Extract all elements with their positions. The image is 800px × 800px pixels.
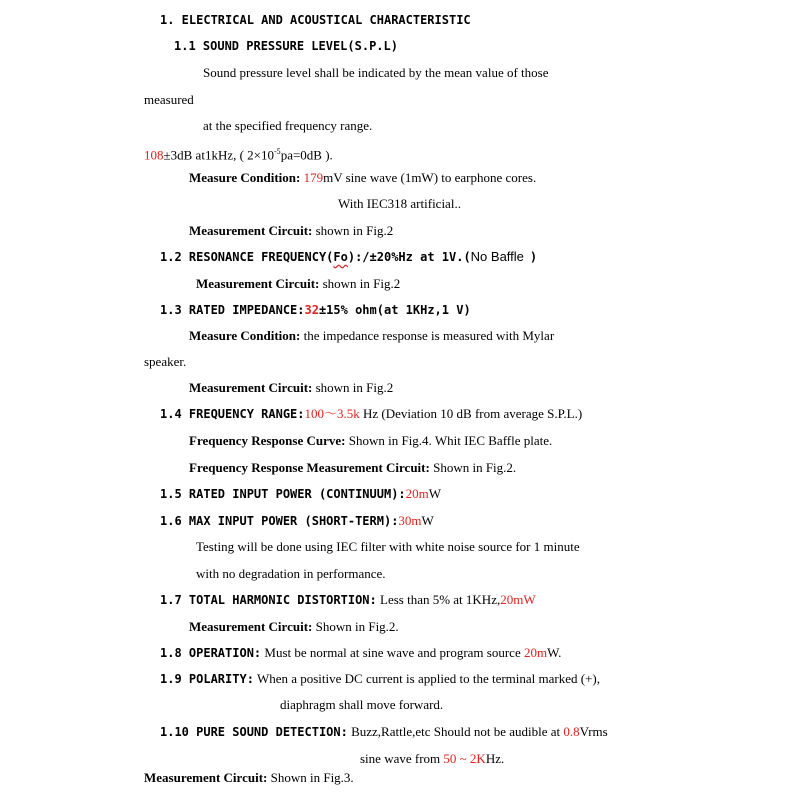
impedance-measure-line1: the impedance response is measured with Mylar	[303, 328, 555, 343]
polarity-heading: 1.9 POLARITY:	[160, 672, 254, 686]
impedance-value: 32	[304, 303, 319, 317]
frequency-curve-label: Frequency Response Curve:	[189, 433, 346, 448]
max-power-heading: 1.6 MAX INPUT POWER (SHORT-TERM):	[160, 514, 399, 528]
spl-measure-value: 179	[303, 170, 324, 185]
impedance-measure-label: Measure Condition:	[189, 328, 301, 343]
spl-measure-line	[189, 170, 536, 186]
spl-value: 108	[144, 147, 164, 163]
spl-value-rest-a: ±3dB at1kHz, ( 2×10	[163, 147, 275, 163]
thd-value: 20mW	[500, 592, 536, 607]
thd-line	[160, 592, 536, 608]
pure-sound-heading: 1.10 PURE SOUND DETECTION:	[160, 725, 348, 739]
pure-sound-line2-b: Hz.	[485, 751, 505, 766]
resonance-fo: Fo	[333, 250, 348, 264]
spl-desc-line1: Sound pressure level shall be indicated by the mean value of those	[203, 65, 549, 80]
spl-artificial: With IEC318 artificial..	[338, 196, 461, 211]
frequency-circuit-line	[189, 460, 516, 476]
frequency-range-value: 100～3.5k	[304, 406, 360, 421]
impedance-circuit-label: Measurement Circuit:	[189, 380, 313, 395]
spl-value-sup: -5	[274, 147, 281, 156]
pure-sound-line2	[360, 751, 504, 767]
rated-power-line	[160, 486, 441, 502]
impedance-heading	[160, 302, 471, 318]
spl-desc-line3: at the specified frequency range.	[203, 118, 373, 133]
section-title: 1. ELECTRICAL AND ACOUSTICAL CHARACTERISTIC	[160, 13, 471, 27]
spl-desc-line2: measured	[144, 92, 194, 107]
resonance-circuit-line	[196, 276, 400, 292]
thd-circuit-label: Measurement Circuit:	[189, 619, 313, 634]
thd-heading: 1.7 TOTAL HARMONIC DISTORTION:	[160, 593, 377, 607]
spl-measure-rest: mV sine wave (1mW) to earphone cores.	[323, 170, 537, 185]
resonance-heading-label: 1.2 RESONANCE FREQUENCY(	[160, 250, 334, 264]
impedance-measure-line2: speaker.	[144, 354, 187, 369]
frequency-curve-line	[189, 433, 552, 449]
polarity-line2: diaphragm shall move forward.	[280, 697, 444, 712]
pure-sound-circuit-value: Shown in Fig.3.	[270, 770, 354, 785]
spl-heading: 1.1 SOUND PRESSURE LEVEL(S.P.L)	[174, 39, 398, 53]
resonance-heading-rest: ):/±20%Hz at 1V.(	[347, 250, 471, 264]
pure-sound-value: 0.8	[563, 724, 580, 739]
operation-unit: W.	[547, 645, 562, 660]
max-power-value: 30m	[398, 513, 422, 528]
polarity-line1: When a positive DC current is applied to the terminal marked (+),	[256, 671, 600, 686]
resonance-circuit-label: Measurement Circuit:	[196, 276, 320, 291]
rated-power-heading: 1.5 RATED INPUT POWER (CONTINUUM):	[160, 487, 406, 501]
thd-circuit-value: Shown in Fig.2.	[315, 619, 399, 634]
impedance-measure-line	[189, 328, 554, 344]
spl-circuit-label: Measurement Circuit:	[189, 223, 313, 238]
thd-circuit-line	[189, 619, 399, 635]
operation-text: Must be normal at sine wave and program source	[264, 645, 521, 660]
resonance-baffle: No Baffle	[470, 249, 524, 264]
impedance-rest: ±15% ohm(at 1KHz,1 V)	[318, 303, 471, 317]
frequency-range-rest: Hz (Deviation 10 dB from average S.P.L.)	[363, 406, 583, 421]
max-power-line1: Testing will be done using IEC filter with white noise source for 1 minute	[196, 539, 580, 554]
spl-circuit-value: shown in Fig.2	[315, 223, 394, 238]
spl-circuit-line	[189, 223, 393, 239]
pure-sound-text: Buzz,Rattle,etc Should not be audible at	[351, 724, 561, 739]
polarity-line	[160, 671, 600, 687]
operation-heading: 1.8 OPERATION:	[160, 646, 262, 660]
max-power-line	[160, 513, 434, 529]
rated-power-unit: W	[428, 486, 442, 501]
resonance-close: )	[529, 250, 538, 264]
pure-sound-circuit-label: Measurement Circuit:	[144, 770, 268, 785]
pure-sound-unit: Vrms	[579, 724, 608, 739]
operation-line	[160, 645, 561, 661]
resonance-heading	[160, 249, 537, 265]
pure-sound-line2-a: sine wave from	[360, 751, 441, 766]
spl-measure-label: Measure Condition:	[189, 170, 301, 185]
frequency-circuit-value: Shown in Fig.2.	[433, 460, 517, 475]
frequency-curve-value: Shown in Fig.4. Whit IEC Baffle plate.	[348, 433, 553, 448]
frequency-range-heading: 1.4 FREQUENCY RANGE:	[160, 407, 305, 421]
spl-value-rest-b: pa=0dB ).	[280, 147, 333, 163]
rated-power-value: 20m	[405, 486, 429, 501]
pure-sound-line2-value: 50 ~ 2K	[443, 751, 486, 766]
impedance-heading-label: 1.3 RATED IMPEDANCE:	[160, 303, 305, 317]
impedance-circuit-value: shown in Fig.2	[315, 380, 394, 395]
max-power-line2: with no degradation in performance.	[196, 566, 386, 581]
pure-sound-circuit-line	[144, 770, 354, 786]
pure-sound-line	[160, 724, 608, 740]
max-power-unit: W	[421, 513, 434, 528]
impedance-circuit-line	[189, 380, 393, 396]
thd-text: Less than 5% at 1KHz,	[380, 592, 501, 607]
resonance-circuit-value: shown in Fig.2	[322, 276, 401, 291]
spl-value-line	[144, 144, 333, 163]
operation-value: 20m	[523, 645, 548, 660]
frequency-circuit-label: Frequency Response Measurement Circuit:	[189, 460, 430, 475]
frequency-range-line	[160, 406, 582, 422]
